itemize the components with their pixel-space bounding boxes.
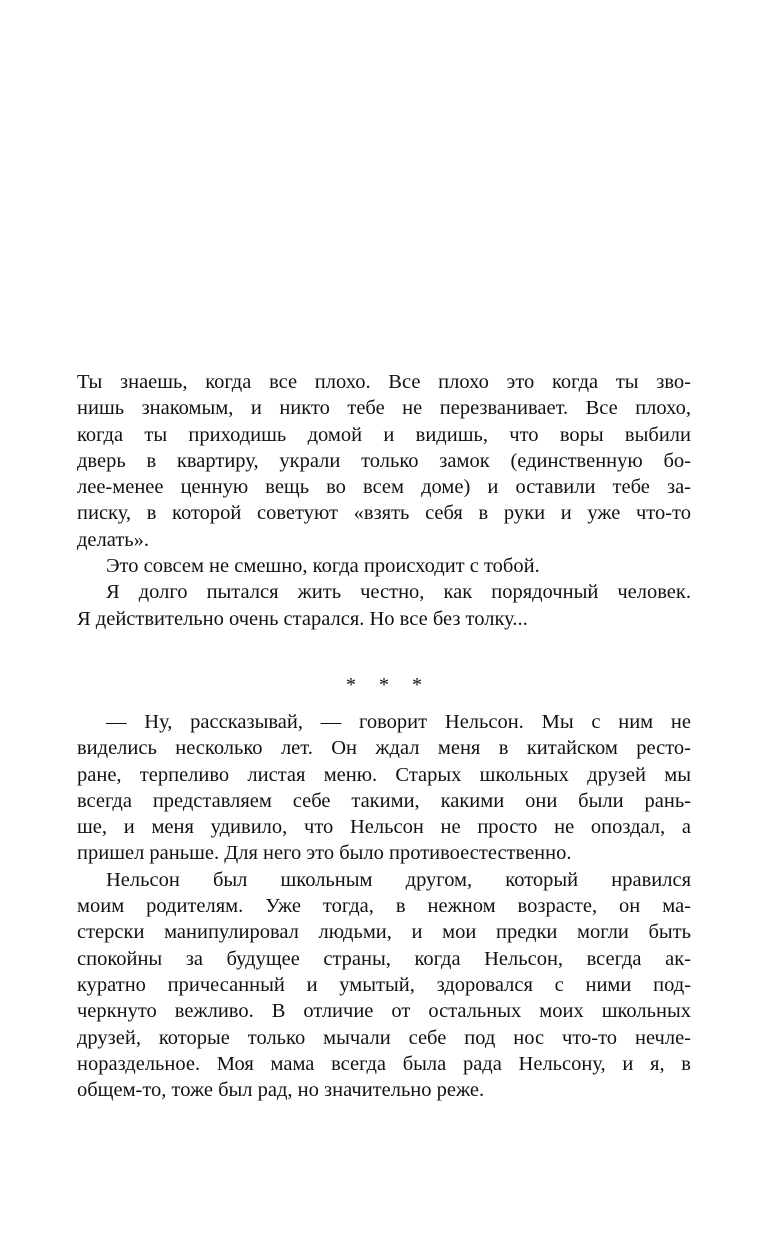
text-line: нораздельное. Моя мама всегда была рада Нельсону, и я, в [77,1052,691,1075]
text-line: Ты знаешь, когда все плохо. Все плохо это когда ты зво- [77,371,691,393]
text-line: друзей, которые только мычали себе под нос что-то нечле- [77,1026,691,1049]
text-line: когда ты приходишь домой и видишь, что воры выбили [77,423,691,446]
text-line: пришел раньше. Для него это было противоестественно. [77,842,572,865]
text-line: спокойны за будущее страны, когда Нельсон, всегда ак- [77,947,691,970]
section-two [77,709,691,1103]
text-line: виделись несколько лет. Он ждал меня в китайском ресто- [77,737,691,760]
text-line: Нельсон был школьным другом, который нравился [106,868,691,891]
text-line: моим родителям. Уже тогда, в нежном возрасте, он ма- [77,895,691,918]
text-line: черкнуто вежливо. В отличие от остальных моих школьных [77,1000,691,1023]
text-line: делать». [77,528,150,551]
text-line: стерски манипулировал людьми, и мои предки могли быть [77,921,691,944]
text-line: всегда представляем себе такими, какими они были рань- [77,789,691,812]
text-line: ране, терпеливо листая меню. Старых школьных друзей мы [77,763,691,786]
text-line: лее-менее ценную вещь во всем доме) и оставили тебе за- [77,476,691,499]
text-line: нишь знакомым, и никто тебе не перезванивает. Все плохо, [77,397,691,420]
text-line: Я действительно очень старался. Но все без толку... [77,607,528,630]
text-line: общем-то, тоже был рад, но значительно реже. [77,1079,485,1102]
text-line: Это совсем не смешно, когда происходит с тобой. [106,555,540,578]
section-one [77,369,691,632]
text-line: — Ну, рассказывай, — говорит Нельсон. Мы с ним не [106,711,691,733]
text-line: куратно причесанный и умытый, здоровался с ними под- [77,973,691,996]
text-line: дверь в квартиру, украли только замок (единственную бо- [77,449,691,472]
text-line: Я долго пытался жить честно, как порядочный человек. [106,581,691,604]
text-line: ше, и меня удивило, что Нельсон не просто не опоздал, а [77,816,691,839]
text-line: писку, в которой советуют «взять себя в руки и уже что-то [77,502,691,525]
section-separator: * * * [346,674,431,696]
